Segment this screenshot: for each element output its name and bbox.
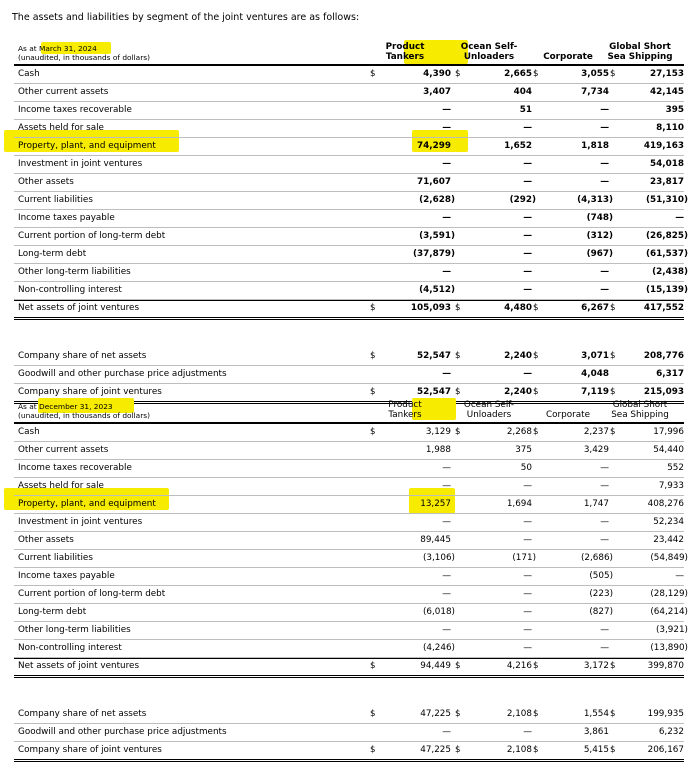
table-cell: 13,257 bbox=[420, 499, 451, 509]
row-label: Investment in joint ventures bbox=[18, 517, 143, 527]
table-cell: 51 bbox=[519, 105, 532, 115]
table-cell: — bbox=[523, 369, 532, 379]
table-cell: (2,438) bbox=[652, 267, 688, 277]
dollar-sign: $ bbox=[533, 351, 539, 361]
table-cell: (171) bbox=[512, 553, 536, 563]
column-header-line: Ocean Self- bbox=[463, 400, 515, 411]
table-cell: 3,429 bbox=[583, 445, 609, 455]
table-cell: (6,018) bbox=[422, 607, 455, 617]
dollar-sign: $ bbox=[533, 303, 539, 313]
table-cell: 208,776 bbox=[643, 351, 684, 361]
dollar-sign: $ bbox=[455, 351, 461, 361]
table-cell: 1,818 bbox=[581, 141, 609, 151]
row-label: Current portion of long-term debt bbox=[18, 589, 166, 599]
row-label: Income taxes recoverable bbox=[18, 463, 132, 473]
table-row bbox=[14, 550, 688, 568]
row-label: Income taxes payable bbox=[18, 213, 115, 223]
dollar-sign: $ bbox=[610, 303, 616, 313]
as-at-label bbox=[18, 45, 150, 62]
table-cell: (13,890) bbox=[650, 643, 688, 653]
dollar-sign: $ bbox=[370, 661, 376, 671]
table-december-2023 bbox=[14, 398, 688, 762]
dollar-sign: $ bbox=[610, 709, 616, 719]
dollar-sign: $ bbox=[610, 427, 616, 437]
table-row bbox=[14, 228, 688, 246]
dollar-sign: $ bbox=[610, 661, 616, 671]
table-row bbox=[14, 210, 684, 228]
row-label: Company share of joint ventures bbox=[18, 387, 162, 397]
table-cell: 3,407 bbox=[423, 87, 451, 97]
table-cell: 2,240 bbox=[504, 387, 532, 397]
table-cell: — bbox=[523, 159, 532, 169]
table-cell: — bbox=[442, 571, 451, 581]
table-cell: (292) bbox=[509, 195, 536, 205]
table-cell: (37,879) bbox=[413, 249, 455, 259]
row-label: Other long-term liabilities bbox=[18, 625, 131, 635]
intro-text: The assets and liabilities by segment of the joint ventures are as follows: bbox=[12, 12, 360, 23]
table-cell: — bbox=[442, 123, 451, 133]
table-row bbox=[14, 568, 684, 586]
table-cell: 23,442 bbox=[653, 535, 684, 545]
table-cell: — bbox=[600, 159, 609, 169]
dollar-sign: $ bbox=[610, 351, 616, 361]
column-header bbox=[360, 43, 450, 62]
units-note: (unaudited, in thousands of dollars) bbox=[18, 410, 150, 420]
table-cell: 1,988 bbox=[425, 445, 451, 455]
table-cell: — bbox=[442, 267, 451, 277]
table-cell: — bbox=[523, 589, 532, 599]
table-cell: 1,694 bbox=[506, 499, 532, 509]
column-header-line: Product bbox=[388, 400, 422, 411]
table-row bbox=[14, 604, 688, 622]
table-cell: 42,145 bbox=[650, 87, 684, 97]
table-row bbox=[14, 300, 684, 317]
table-row bbox=[14, 478, 684, 496]
table-cell: — bbox=[600, 123, 609, 133]
table-cell: — bbox=[600, 177, 609, 187]
as-at-date: As at December 31, 2023 bbox=[18, 402, 113, 411]
dollar-sign: $ bbox=[533, 427, 539, 437]
dollar-sign: $ bbox=[370, 69, 376, 79]
table-cell: 552 bbox=[667, 463, 684, 473]
table-cell: 2,108 bbox=[506, 709, 532, 719]
table-cell: — bbox=[523, 643, 532, 653]
table-cell: (64,214) bbox=[650, 607, 688, 617]
table-cell: (3,591) bbox=[419, 231, 455, 241]
table-cell: (51,310) bbox=[646, 195, 688, 205]
row-label: Current liabilities bbox=[18, 195, 93, 205]
row-label: Cash bbox=[18, 427, 40, 437]
table-cell: 105,093 bbox=[410, 303, 451, 313]
table-row bbox=[14, 640, 688, 658]
row-label: Property, plant, and equipment bbox=[18, 141, 156, 151]
table-cell: — bbox=[523, 517, 532, 527]
table-cell: 3,861 bbox=[583, 727, 609, 737]
table-cell: — bbox=[600, 481, 609, 491]
dollar-sign: $ bbox=[455, 303, 461, 313]
table-cell: 206,167 bbox=[647, 745, 684, 755]
row-label: Assets held for sale bbox=[18, 123, 104, 133]
table-cell: (15,139) bbox=[646, 285, 688, 295]
table-header bbox=[14, 398, 684, 424]
table-cell: — bbox=[442, 517, 451, 527]
table-cell: — bbox=[675, 213, 684, 223]
row-label: Investment in joint ventures bbox=[18, 159, 143, 169]
table-row bbox=[14, 366, 684, 384]
table-row bbox=[14, 586, 688, 604]
dollar-sign: $ bbox=[455, 427, 461, 437]
table-row bbox=[14, 724, 684, 742]
table-cell: — bbox=[523, 571, 532, 581]
table-row bbox=[14, 264, 688, 282]
row-label: Other long-term liabilities bbox=[18, 267, 131, 277]
table-cell: 71,607 bbox=[417, 177, 451, 187]
table-cell: 2,665 bbox=[504, 69, 532, 79]
table-row bbox=[14, 442, 684, 460]
column-header bbox=[595, 401, 685, 420]
table-row bbox=[14, 66, 684, 84]
row-label: Company share of net assets bbox=[18, 351, 147, 361]
table-row bbox=[14, 84, 684, 102]
as-at-label bbox=[18, 403, 150, 420]
table-row bbox=[14, 246, 688, 264]
table-row bbox=[14, 138, 684, 156]
table-row bbox=[14, 622, 688, 640]
dollar-sign: $ bbox=[455, 745, 461, 755]
column-header-line: Product bbox=[385, 42, 425, 53]
column-header-line: Global Short bbox=[612, 400, 668, 411]
row-label: Property, plant, and equipment bbox=[18, 499, 156, 509]
table-row bbox=[14, 532, 684, 550]
table-cell: 2,108 bbox=[506, 745, 532, 755]
table-cell: — bbox=[442, 213, 451, 223]
table-row bbox=[14, 460, 684, 478]
table-cell: — bbox=[600, 643, 609, 653]
table-cell: 1,747 bbox=[583, 499, 609, 509]
dollar-sign: $ bbox=[455, 69, 461, 79]
table-cell: 8,110 bbox=[656, 123, 684, 133]
dollar-sign: $ bbox=[370, 387, 376, 397]
table-cell: (4,512) bbox=[419, 285, 455, 295]
table-cell: — bbox=[523, 267, 532, 277]
table-cell: — bbox=[523, 177, 532, 187]
row-label: Non-controlling interest bbox=[18, 643, 122, 653]
column-header-line: Sea Shipping bbox=[607, 51, 673, 62]
table-cell: (967) bbox=[586, 249, 613, 259]
dollar-sign: $ bbox=[455, 661, 461, 671]
table-row bbox=[14, 514, 684, 532]
table-cell: (312) bbox=[586, 231, 613, 241]
row-label: Net assets of joint ventures bbox=[18, 661, 140, 671]
section-spacer bbox=[14, 317, 684, 348]
table-row bbox=[14, 706, 684, 724]
table-cell: (3,921) bbox=[655, 625, 688, 635]
row-label: Other current assets bbox=[18, 445, 109, 455]
column-header-line: Corporate bbox=[546, 409, 590, 420]
table-cell: — bbox=[442, 625, 451, 635]
row-label: Other current assets bbox=[18, 87, 109, 97]
row-label: Long-term debt bbox=[18, 607, 87, 617]
table-cell: 4,480 bbox=[504, 303, 532, 313]
table-cell: 5,415 bbox=[583, 745, 609, 755]
table-cell: 399,870 bbox=[647, 661, 684, 671]
dollar-sign: $ bbox=[533, 709, 539, 719]
row-label: Current portion of long-term debt bbox=[18, 231, 166, 241]
row-label: Other assets bbox=[18, 535, 74, 545]
table-cell: 395 bbox=[665, 105, 684, 115]
table-cell: — bbox=[600, 463, 609, 473]
table-row bbox=[14, 496, 684, 514]
row-label: Non-controlling interest bbox=[18, 285, 122, 295]
table-cell: 54,440 bbox=[653, 445, 684, 455]
table-cell: 1,554 bbox=[583, 709, 609, 719]
table-cell: — bbox=[523, 231, 532, 241]
table-row bbox=[14, 348, 684, 366]
table-cell: 3,129 bbox=[425, 427, 451, 437]
dollar-sign: $ bbox=[370, 709, 376, 719]
dollar-sign: $ bbox=[370, 351, 376, 361]
table-march-2024 bbox=[14, 40, 688, 404]
table-cell: 404 bbox=[513, 87, 532, 97]
column-header bbox=[360, 401, 450, 420]
table-cell: 74,299 bbox=[417, 141, 451, 151]
table-cell: 52,547 bbox=[417, 351, 451, 361]
dollar-sign: $ bbox=[533, 745, 539, 755]
table-cell: 54,018 bbox=[650, 159, 684, 169]
dollar-sign: $ bbox=[533, 69, 539, 79]
dollar-sign: $ bbox=[370, 745, 376, 755]
table-row bbox=[14, 742, 684, 762]
table-cell: 50 bbox=[520, 463, 532, 473]
table-cell: (54,849) bbox=[650, 553, 688, 563]
table-cell: (2,686) bbox=[580, 553, 613, 563]
table-cell: 47,225 bbox=[420, 709, 451, 719]
column-header-line: Unloaders bbox=[463, 51, 515, 62]
column-header-line: Tankers bbox=[388, 409, 422, 420]
table-cell: 17,996 bbox=[653, 427, 684, 437]
table-cell: — bbox=[600, 285, 609, 295]
table-cell: 3,071 bbox=[581, 351, 609, 361]
table-cell: 1,652 bbox=[504, 141, 532, 151]
table-cell: (2,628) bbox=[419, 195, 455, 205]
column-header bbox=[444, 43, 534, 62]
row-label: Assets held for sale bbox=[18, 481, 104, 491]
column-header-line: Sea Shipping bbox=[611, 409, 669, 420]
table-cell: — bbox=[523, 481, 532, 491]
table-cell: — bbox=[600, 267, 609, 277]
column-header-line: Tankers bbox=[385, 51, 425, 62]
table-row bbox=[14, 424, 684, 442]
table-cell: 408,276 bbox=[647, 499, 684, 509]
row-label: Company share of net assets bbox=[18, 709, 147, 719]
table-cell: 4,048 bbox=[581, 369, 609, 379]
dollar-sign: $ bbox=[370, 427, 376, 437]
row-label: Current liabilities bbox=[18, 553, 93, 563]
dollar-sign: $ bbox=[610, 745, 616, 755]
table-cell: — bbox=[523, 249, 532, 259]
table-cell: 7,933 bbox=[658, 481, 684, 491]
table-cell: (3,106) bbox=[422, 553, 455, 563]
table-cell: 94,449 bbox=[420, 661, 451, 671]
table-cell: — bbox=[442, 369, 451, 379]
row-label: Income taxes payable bbox=[18, 571, 115, 581]
row-label: Goodwill and other purchase price adjustments bbox=[18, 369, 227, 379]
table-cell: (827) bbox=[589, 607, 613, 617]
table-cell: (4,246) bbox=[422, 643, 455, 653]
table-cell: — bbox=[523, 607, 532, 617]
table-cell: 47,225 bbox=[420, 745, 451, 755]
table-cell: 7,119 bbox=[581, 387, 609, 397]
table-cell: (4,313) bbox=[577, 195, 613, 205]
table-cell: 27,153 bbox=[650, 69, 684, 79]
row-label: Company share of joint ventures bbox=[18, 745, 162, 755]
table-cell: — bbox=[442, 589, 451, 599]
table-cell: — bbox=[675, 571, 684, 581]
table-cell: — bbox=[442, 463, 451, 473]
table-cell: (61,537) bbox=[646, 249, 688, 259]
table-row bbox=[14, 282, 688, 300]
table-cell: — bbox=[600, 517, 609, 527]
table-cell: — bbox=[600, 625, 609, 635]
table-row bbox=[14, 102, 684, 120]
table-cell: 6,317 bbox=[656, 369, 684, 379]
table-row bbox=[14, 174, 684, 192]
table-cell: — bbox=[442, 481, 451, 491]
table-cell: 2,237 bbox=[583, 427, 609, 437]
table-cell: (26,825) bbox=[646, 231, 688, 241]
table-cell: 199,935 bbox=[647, 709, 684, 719]
table-cell: — bbox=[442, 105, 451, 115]
table-cell: — bbox=[523, 625, 532, 635]
column-header-line: Ocean Self- bbox=[460, 42, 518, 53]
table-cell: 419,163 bbox=[643, 141, 684, 151]
column-header bbox=[444, 401, 534, 420]
table-cell: (748) bbox=[586, 213, 613, 223]
table-cell: 2,268 bbox=[506, 427, 532, 437]
dollar-sign: $ bbox=[610, 387, 616, 397]
table-row bbox=[14, 120, 684, 138]
table-cell: — bbox=[600, 105, 609, 115]
table-cell: 23,817 bbox=[650, 177, 684, 187]
table-cell: — bbox=[600, 535, 609, 545]
dollar-sign: $ bbox=[533, 661, 539, 671]
table-cell: — bbox=[523, 285, 532, 295]
column-header-line: Corporate bbox=[543, 51, 593, 62]
table-cell: — bbox=[523, 213, 532, 223]
table-cell: (28,129) bbox=[650, 589, 688, 599]
table-row bbox=[14, 658, 684, 675]
row-label: Goodwill and other purchase price adjustments bbox=[18, 727, 227, 737]
row-label: Net assets of joint ventures bbox=[18, 303, 140, 313]
table-cell: 4,216 bbox=[506, 661, 532, 671]
table-cell: — bbox=[442, 159, 451, 169]
table-cell: — bbox=[523, 535, 532, 545]
table-cell: (223) bbox=[589, 589, 613, 599]
table-cell: 375 bbox=[515, 445, 532, 455]
dollar-sign: $ bbox=[610, 69, 616, 79]
dollar-sign: $ bbox=[455, 387, 461, 397]
table-cell: 6,232 bbox=[658, 727, 684, 737]
column-header-line: Global Short bbox=[609, 42, 671, 53]
table-row bbox=[14, 192, 688, 210]
row-label: Cash bbox=[18, 69, 40, 79]
column-header-line: Unloaders bbox=[466, 409, 512, 420]
table-cell: 3,055 bbox=[581, 69, 609, 79]
table-cell: 4,390 bbox=[423, 69, 451, 79]
table-cell: (505) bbox=[589, 571, 613, 581]
table-header bbox=[14, 40, 684, 66]
column-header bbox=[595, 43, 685, 62]
units-note: (unaudited, in thousands of dollars) bbox=[18, 52, 150, 62]
table-cell: 52,234 bbox=[653, 517, 684, 527]
table-cell: 2,240 bbox=[504, 351, 532, 361]
table-row bbox=[14, 156, 684, 174]
table-cell: 215,093 bbox=[643, 387, 684, 397]
row-label: Long-term debt bbox=[18, 249, 87, 259]
as-at-date: As at March 31, 2024 bbox=[18, 44, 97, 53]
section-spacer bbox=[14, 675, 684, 706]
table-cell: 3,172 bbox=[583, 661, 609, 671]
dollar-sign: $ bbox=[533, 387, 539, 397]
dollar-sign: $ bbox=[455, 709, 461, 719]
row-label: Other assets bbox=[18, 177, 74, 187]
table-cell: — bbox=[442, 727, 451, 737]
table-cell: — bbox=[523, 727, 532, 737]
table-cell: 52,547 bbox=[417, 387, 451, 397]
table-cell: 7,734 bbox=[581, 87, 609, 97]
row-label: Income taxes recoverable bbox=[18, 105, 132, 115]
table-cell: 417,552 bbox=[643, 303, 684, 313]
table-cell: 89,445 bbox=[420, 535, 451, 545]
dollar-sign: $ bbox=[370, 303, 376, 313]
table-cell: 6,267 bbox=[581, 303, 609, 313]
table-cell: — bbox=[523, 123, 532, 133]
